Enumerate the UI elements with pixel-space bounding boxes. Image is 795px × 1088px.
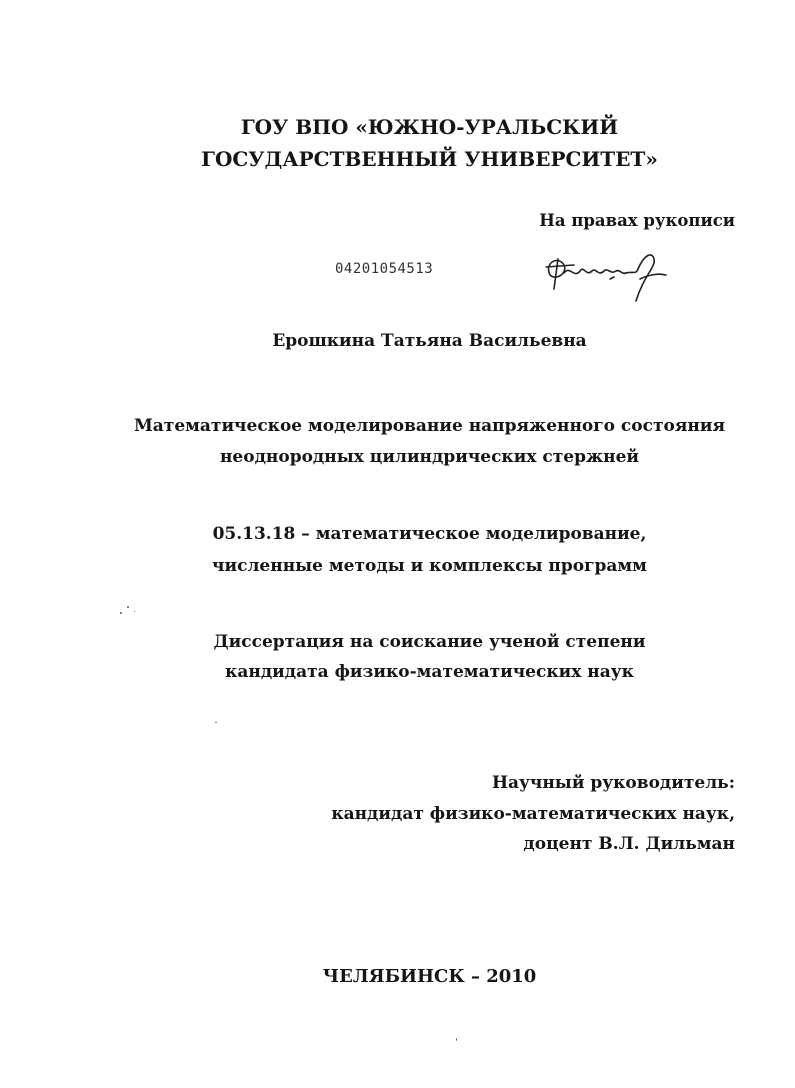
- specialty-line-1: 05.13.18 – математическое моделирование,: [212, 524, 647, 544]
- dissertation-title-line-1: Математическое моделирование напряженного состояния: [133, 416, 726, 436]
- manuscript-note: На правах рукописи: [539, 211, 735, 230]
- signature-image: [540, 245, 670, 305]
- advisor-name: доцент В.Л. Дильман: [523, 834, 735, 854]
- university-name-line-2: ГОСУДАРСТВЕННЫЙ УНИВЕРСИТЕТ»: [201, 147, 658, 171]
- scan-speck: [127, 606, 129, 608]
- advisor-heading: Научный руководитель:: [491, 773, 735, 793]
- advisor-credentials: кандидат физико-математических наук,: [331, 804, 735, 824]
- specialty-line-2: численные методы и комплексы программ: [212, 556, 647, 576]
- degree-line-1: Диссертация на соискание ученой степени: [213, 632, 646, 652]
- scan-speck: [215, 722, 217, 723]
- scan-speck: [134, 611, 135, 612]
- scan-speck: [456, 1038, 457, 1041]
- author-name: Ерошкина Татьяна Васильевна: [272, 331, 587, 351]
- dissertation-title-line-2: неоднородных цилиндрических стержней: [219, 447, 639, 467]
- university-name-line-1: ГОУ ВПО «ЮЖНО-УРАЛЬСКИЙ: [240, 115, 619, 139]
- scan-speck: [120, 612, 122, 614]
- degree-line-2: кандидата физико-математических наук: [225, 662, 634, 682]
- city-year: ЧЕЛЯБИНСК – 2010: [322, 966, 537, 987]
- registry-number: 04201054513: [335, 261, 434, 277]
